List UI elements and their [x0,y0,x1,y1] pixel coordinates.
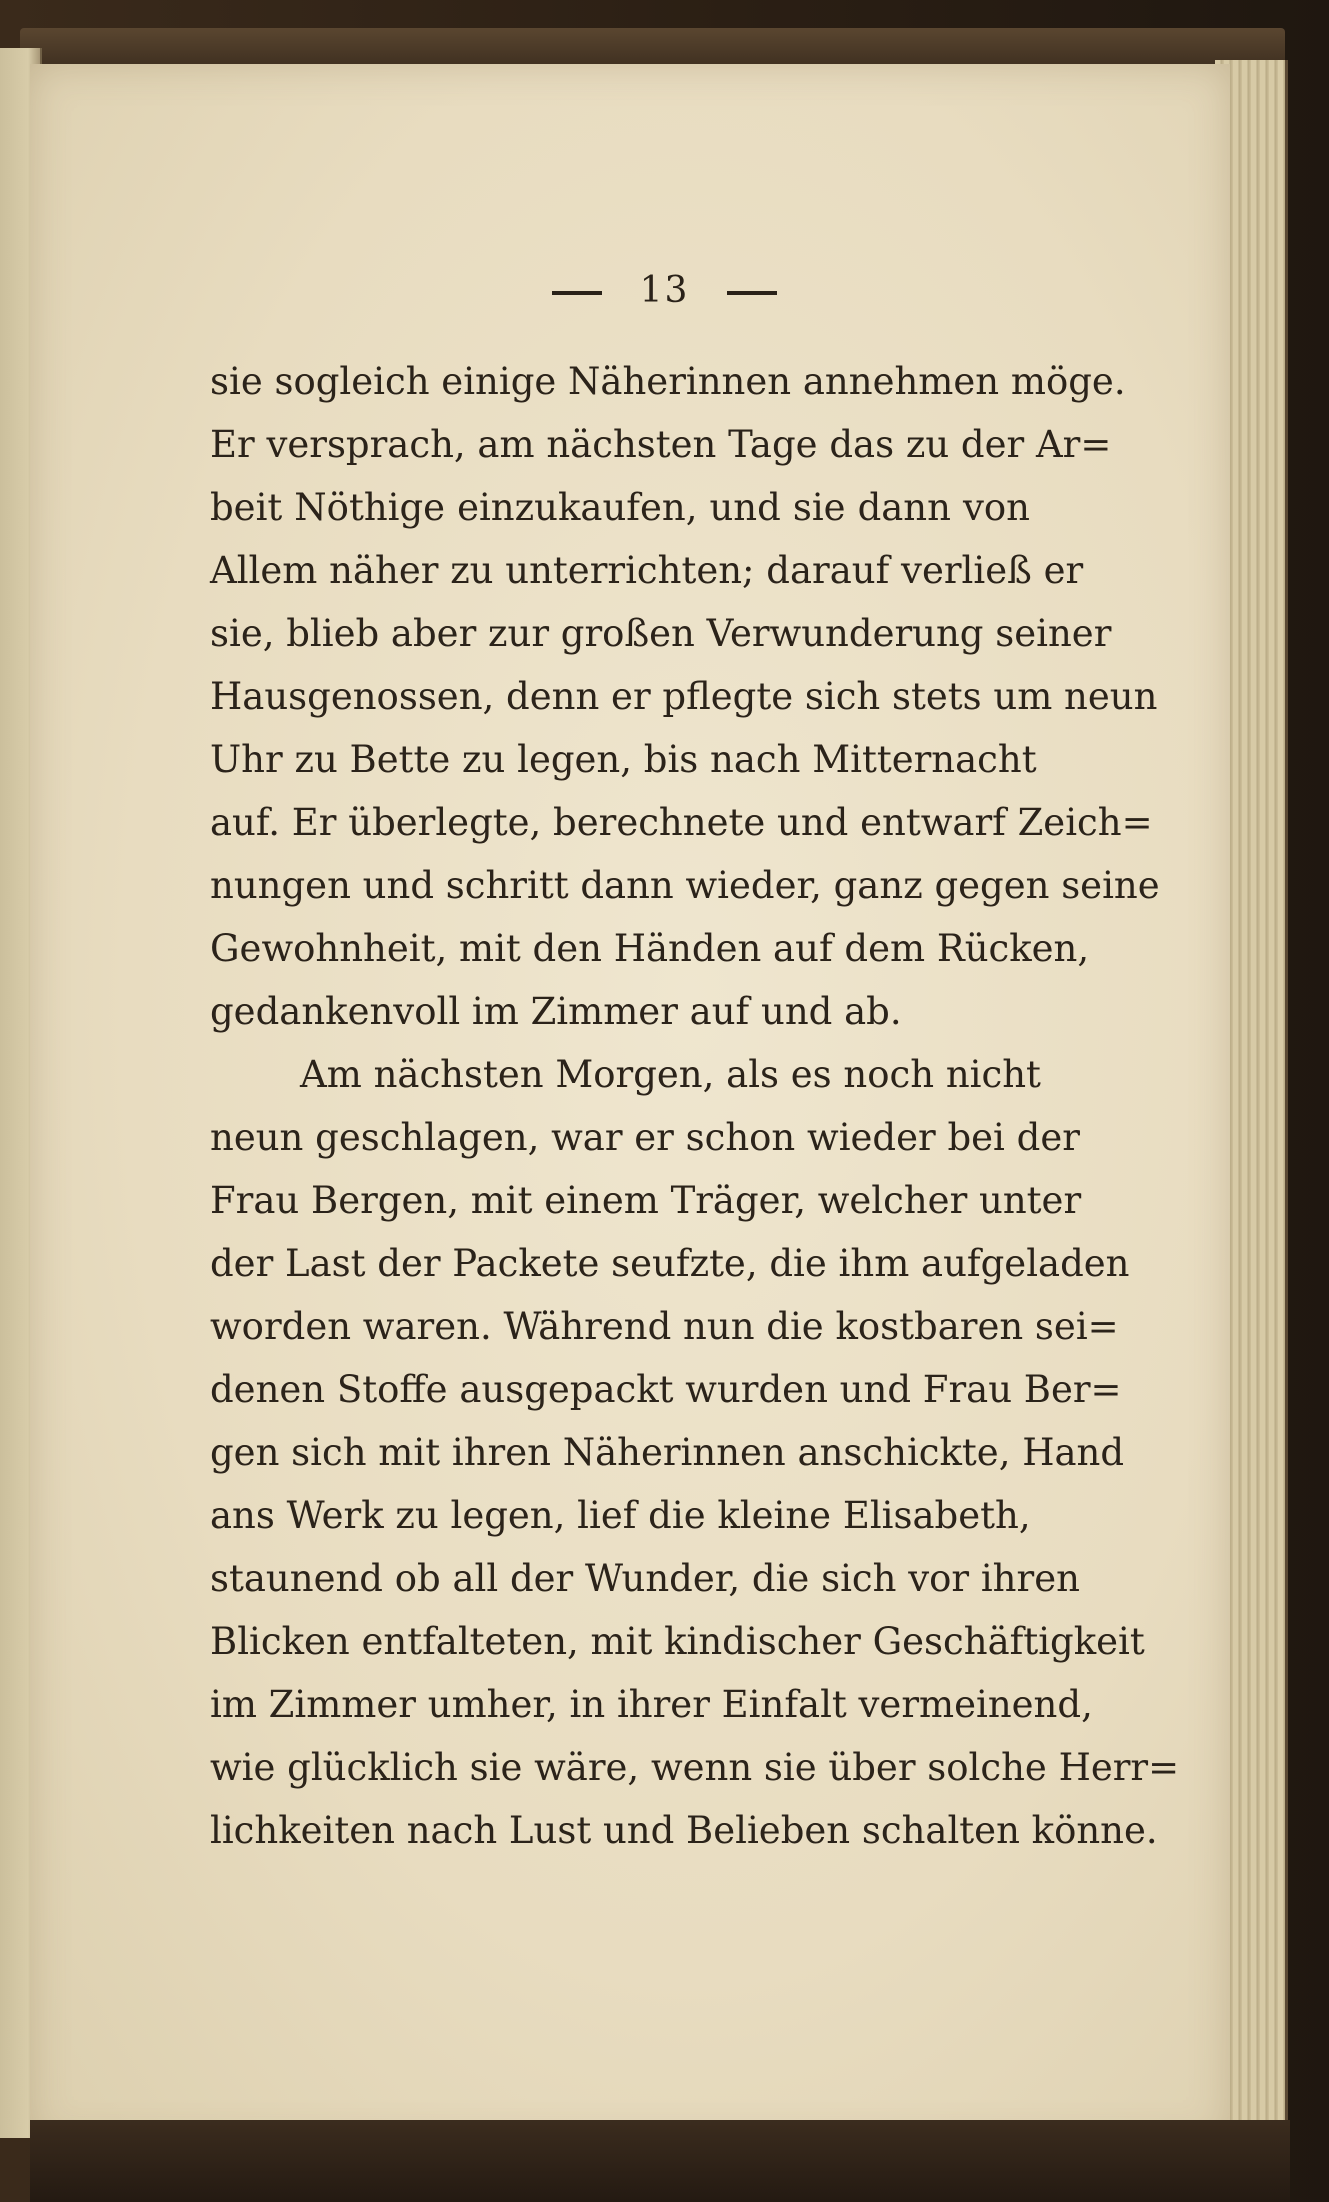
text-line: nungen und schritt dann wieder, ganz gegen seine [210,864,1160,907]
text-line: Gewohnheit, mit den Händen auf dem Rücken, [210,927,1090,970]
book-bottom-edge [30,2120,1290,2202]
header-dash-right [727,291,777,295]
text-line: sie sogleich einige Näherinnen annehmen möge. [210,360,1126,403]
text-line: neun geschlagen, war er schon wieder bei der [210,1116,1080,1159]
text-line: ans Werk zu legen, lief die kleine Elisabeth, [210,1494,1031,1537]
text-line: Blicken entfalteten, mit kindischer Geschäftigkeit [210,1620,1145,1663]
header-dash-left [552,291,602,295]
text-line: im Zimmer umher, in ihrer Einfalt vermeinend, [210,1683,1093,1726]
text-line: staunend ob all der Wunder, die sich vor ihren [210,1557,1080,1600]
text-line: Uhr zu Bette zu legen, bis nach Mitternacht [210,738,1037,781]
text-line: gedankenvoll im Zimmer auf und ab. [210,990,902,1033]
text-line: der Last der Packete seufzte, die ihm aufgeladen [210,1242,1130,1285]
body-text [210,350,1180,1862]
text-line: wie glücklich sie wäre, wenn sie über solche Herr= [210,1746,1180,1789]
text-line: Hausgenossen, denn er pflegte sich stets um neun [210,675,1158,718]
book-cover-top-edge [20,28,1285,68]
text-line: denen Stoffe ausgepackt wurden und Frau Ber= [210,1368,1122,1411]
page-number: 13 [639,270,690,311]
text-line: auf. Er überlegte, berechnete und entwarf Zeich= [210,801,1153,844]
text-line: sie, blieb aber zur großen Verwunderung seiner [210,612,1112,655]
paragraph-start-line: Am nächsten Morgen, als es noch nicht [300,1053,1041,1096]
text-line: Frau Bergen, mit einem Träger, welcher unter [210,1179,1082,1222]
text-line: beit Nöthige einzukaufen, und sie dann von [210,486,1030,529]
text-line: Er versprach, am nächsten Tage das zu der Ar= [210,423,1112,466]
text-line: gen sich mit ihren Näherinnen anschickte, Hand [210,1431,1125,1474]
text-line: worden waren. Während nun die kostbaren sei= [210,1305,1119,1348]
text-line: Allem näher zu unterrichten; darauf verließ er [210,549,1084,592]
page-header [0,270,1329,311]
text-line: lichkeiten nach Lust und Belieben schalten könne. [210,1809,1158,1852]
